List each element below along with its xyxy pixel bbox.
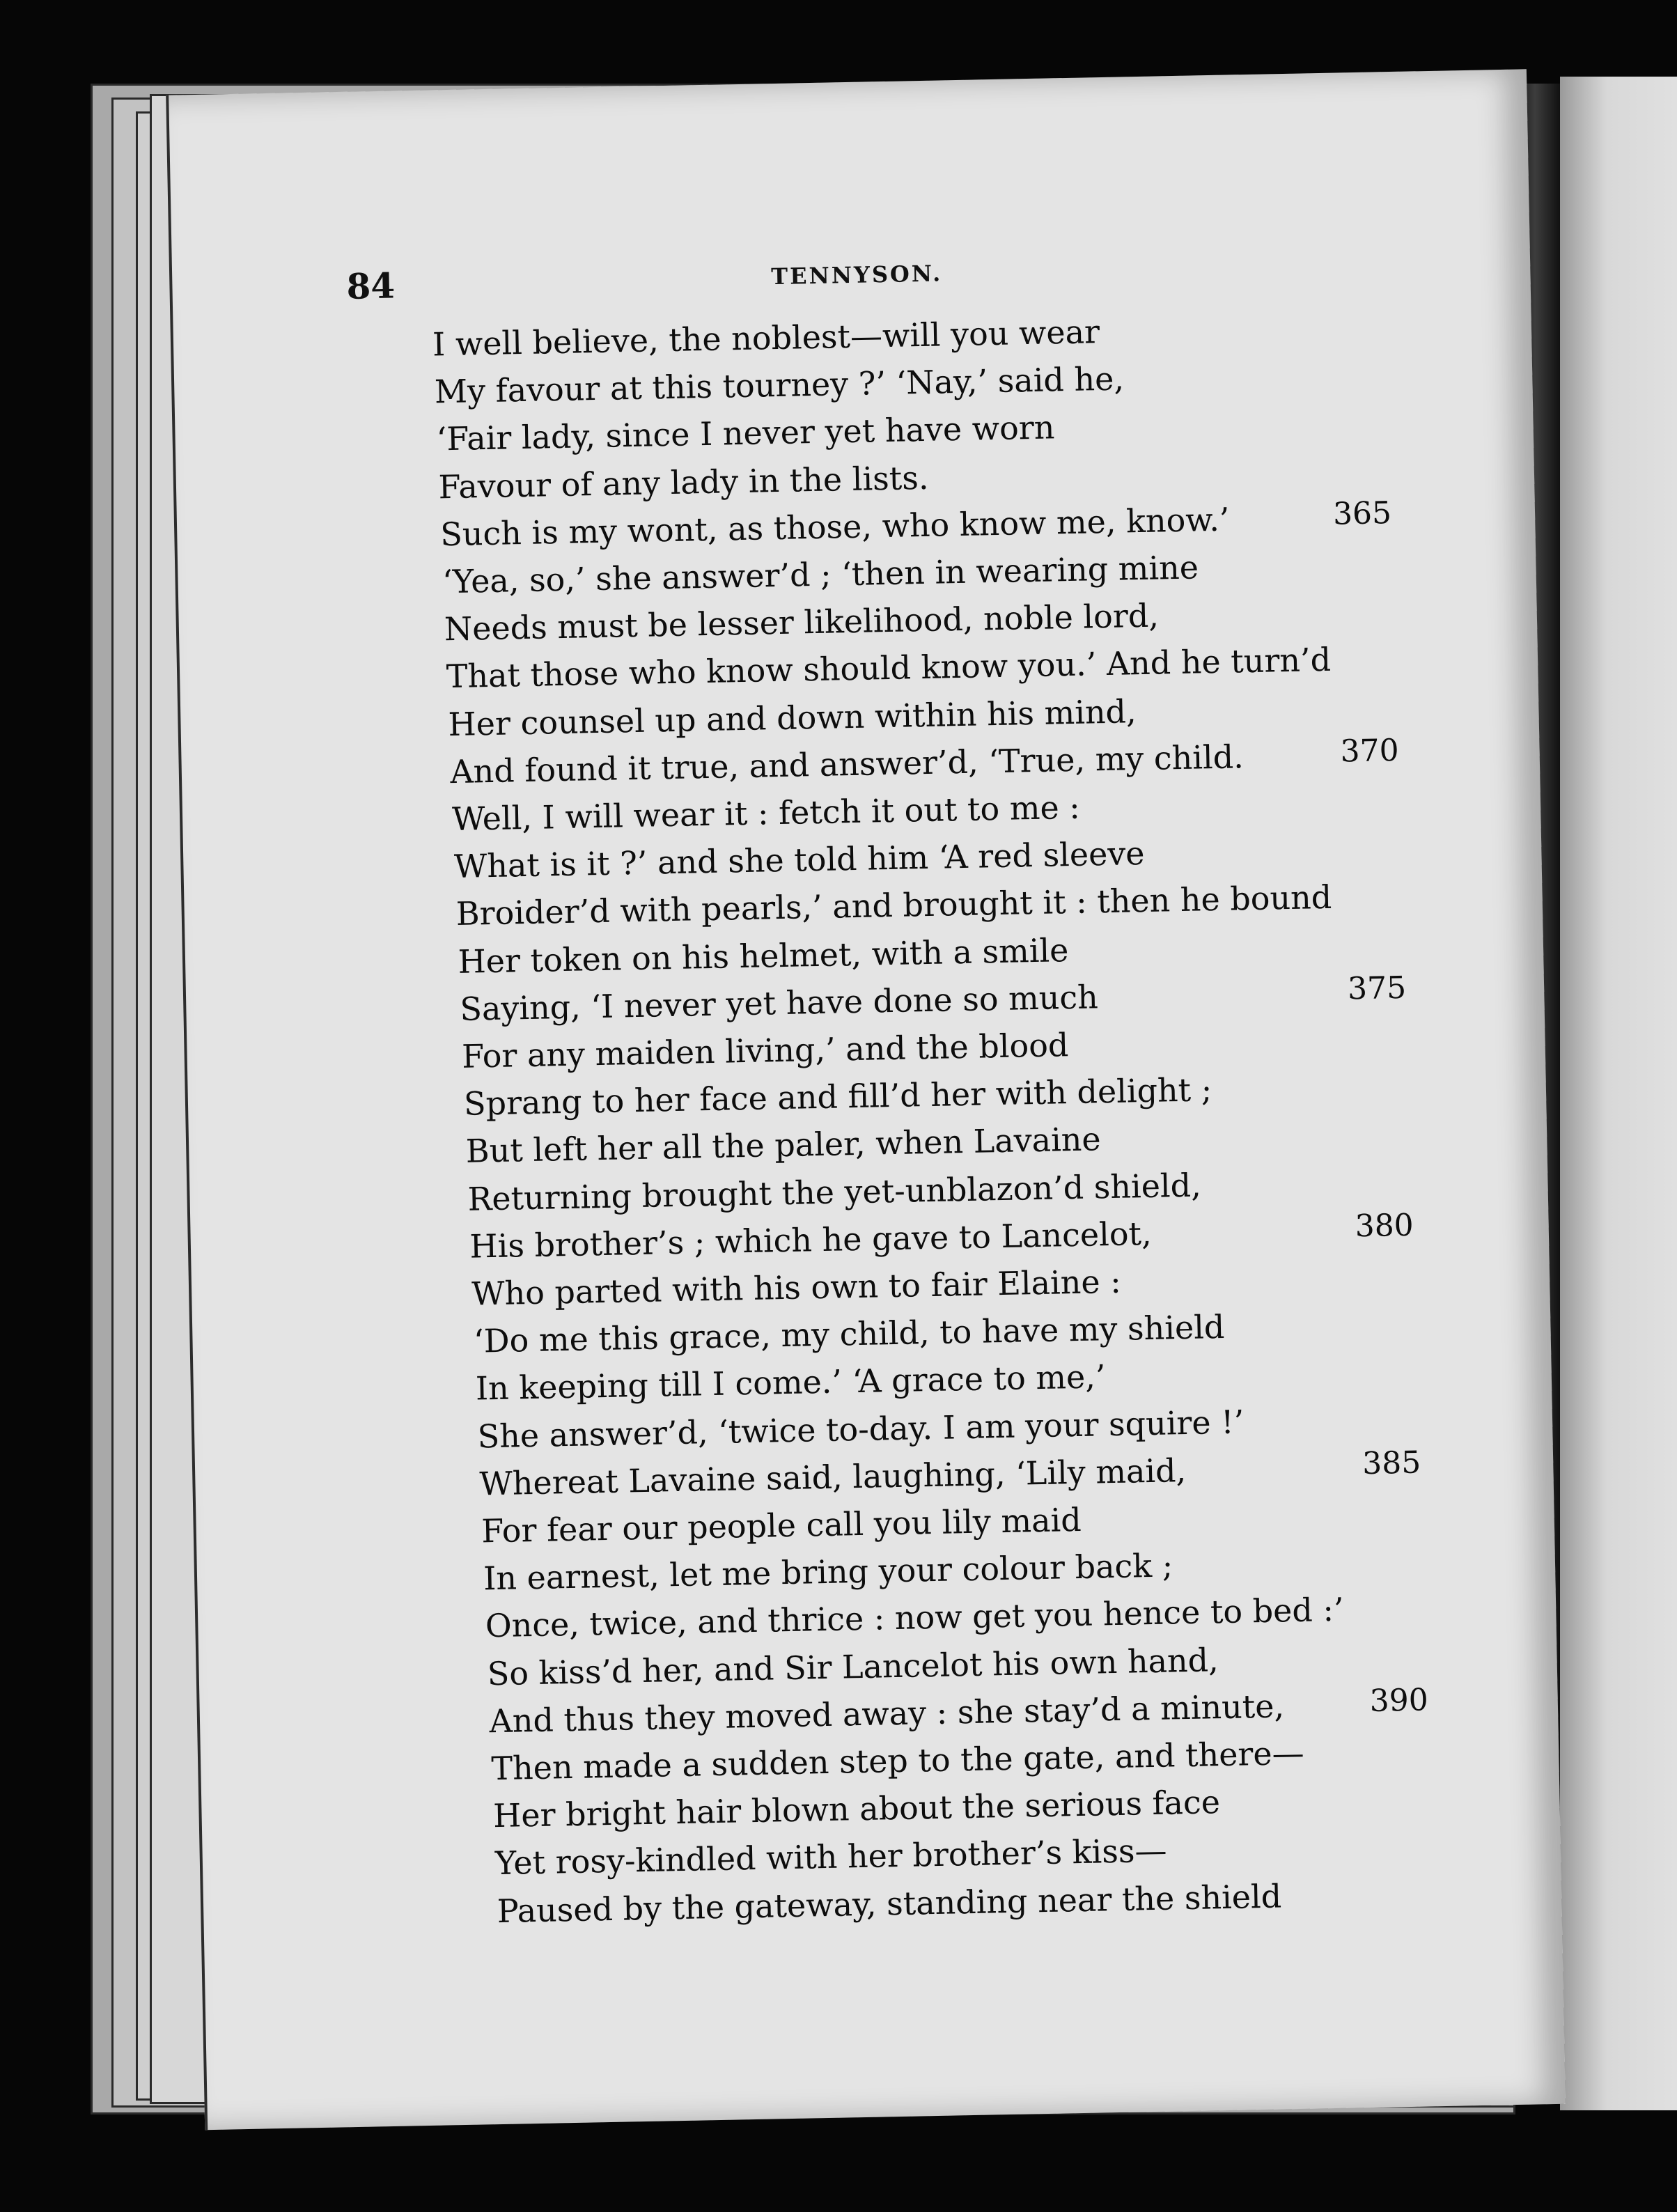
line-number: 380 bbox=[1355, 1207, 1414, 1245]
poem-line: Favour of any lady in the lists. bbox=[438, 458, 929, 506]
poem-line: What is it ?’ and she told him ‘A red sleeve bbox=[453, 834, 1145, 886]
poem-line: Paused by the gateway, standing near the shield bbox=[497, 1877, 1282, 1930]
poem-line: Her bright hair blown about the serious face bbox=[492, 1783, 1221, 1835]
line-number: 375 bbox=[1347, 969, 1407, 1007]
page-number: 84 bbox=[345, 265, 396, 307]
poem-line: Who parted with his own to fair Elaine : bbox=[471, 1262, 1122, 1313]
poem-line: She answer’d, ‘twice to-day. I am your squire !’ bbox=[477, 1402, 1245, 1456]
line-number: 365 bbox=[1332, 494, 1392, 532]
poem-line: Sprang to her face and fill’d her with delight ; bbox=[463, 1070, 1212, 1123]
poem-line: That those who know should know you.’ And he turn’d bbox=[446, 641, 1332, 696]
poem-line: And thus they moved away : she stay’d a minute, bbox=[489, 1687, 1285, 1740]
poem-line: Her counsel up and down within his mind, bbox=[448, 692, 1137, 743]
running-head: TENNYSON. bbox=[770, 260, 943, 290]
poem-line: His brother’s ; which he gave to Lancelot, bbox=[469, 1214, 1153, 1265]
poem-line: Such is my wont, as those, who know me, know.’ bbox=[439, 500, 1230, 554]
line-number: 370 bbox=[1340, 732, 1400, 770]
poem-line: For any maiden living,’ and the blood bbox=[461, 1026, 1069, 1075]
poem-line: ‘Fair lady, since I never yet have worn bbox=[436, 408, 1055, 458]
poem-line: Whereat Lavaine said, laughing, ‘Lily maid, bbox=[479, 1451, 1187, 1503]
poem-line: And found it true, and answer’d, ‘True, my child. bbox=[449, 738, 1245, 790]
poem-line: So kiss’d her, and Sir Lancelot his own hand, bbox=[487, 1640, 1219, 1692]
poem-line: I well believe, the noblest—will you wear bbox=[432, 313, 1100, 364]
page-header bbox=[172, 243, 1531, 325]
poem-line: In keeping till I come.’ ‘A grace to me,’ bbox=[475, 1357, 1106, 1408]
poem-line: Yet rosy-kindled with her brother’s kiss— bbox=[494, 1832, 1167, 1883]
poem-line: But left her all the paler, when Lavaine bbox=[465, 1120, 1102, 1171]
poem-line: ‘Do me this grace, my child, to have my shield bbox=[473, 1308, 1225, 1360]
poem-line: My favour at this tourney ?’ ‘Nay,’ said he, bbox=[434, 359, 1125, 411]
poem-line: Returning brought the yet-unblazon’d shield, bbox=[467, 1166, 1202, 1218]
poem-line: Her token on his helmet, with a smile bbox=[458, 930, 1069, 981]
poem-line: Then made a sudden step to the gate, and there— bbox=[490, 1734, 1305, 1788]
poem-line: Once, twice, and thrice : now get you hence to bed :’ bbox=[485, 1591, 1345, 1645]
poem-line: Needs must be lesser likelihood, noble lord, bbox=[444, 596, 1160, 648]
poem-line: Broider’d with pearls,’ and brought it : then he bound bbox=[455, 878, 1332, 933]
line-number: 390 bbox=[1369, 1682, 1429, 1719]
facing-page-edge bbox=[1560, 77, 1677, 2110]
poem-line: Well, I will wear it : fetch it out to me : bbox=[451, 788, 1081, 839]
poem-line: Saying, ‘I never yet have done so much bbox=[459, 978, 1099, 1028]
poem-line: ‘Yea, so,’ she answer’d ; ‘then in wearing mine bbox=[442, 548, 1199, 601]
poem-line: In earnest, let me bring your colour back ; bbox=[483, 1546, 1173, 1598]
book-page bbox=[166, 69, 1566, 2130]
poem-line: For fear our people call you lily maid bbox=[481, 1500, 1082, 1550]
line-number: 385 bbox=[1362, 1444, 1421, 1481]
